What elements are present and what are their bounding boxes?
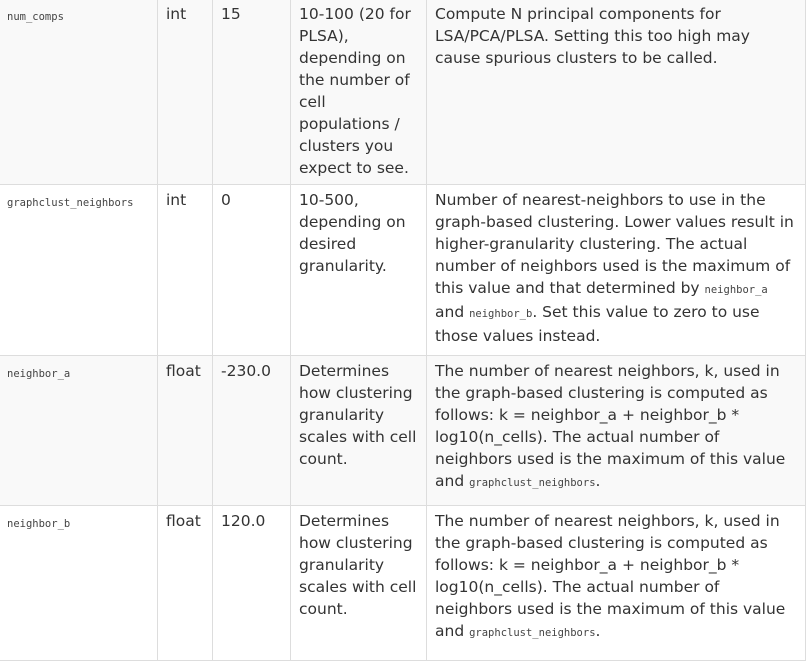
param-name-cell <box>0 506 158 661</box>
inline-code: neighbor_b <box>469 308 533 320</box>
inline-code: graphclust_neighbors <box>469 477 596 489</box>
param-name-cell <box>0 0 158 185</box>
param-recommended: 10-500, depending on desired granularity. <box>291 185 427 356</box>
description-text: . Set this value to zero to use those values instead. <box>435 303 760 345</box>
param-name: neighbor_b <box>7 518 71 530</box>
param-name: graphclust_neighbors <box>7 197 134 209</box>
description-text: Compute N principal components for LSA/PCA/PLSA. Setting this too high may cause spurious clusters to be called. <box>435 5 750 67</box>
description-text: . <box>595 472 601 490</box>
param-default: 0 <box>213 185 291 356</box>
param-name: num_comps <box>7 11 64 23</box>
param-default: -230.0 <box>213 356 291 506</box>
param-description <box>427 185 806 356</box>
table-row <box>0 0 806 185</box>
description-text: Number of nearest-neighbors to use in the graph-based clustering. Lower values result in higher-granularity clustering. The actual number of neighbors used is the maximum of this value and that determined by <box>435 191 794 297</box>
description-text: . <box>595 622 601 640</box>
param-type: float <box>158 506 213 661</box>
description-text: and <box>435 303 470 321</box>
param-default: 15 <box>213 0 291 185</box>
param-name-cell <box>0 185 158 356</box>
param-type: float <box>158 356 213 506</box>
param-type: int <box>158 185 213 356</box>
param-description <box>427 506 806 661</box>
param-name-cell <box>0 356 158 506</box>
table-row <box>0 185 806 356</box>
table-row <box>0 356 806 506</box>
param-recommended: 10-100 (20 for PLSA), depending on the number of cell populations / clusters you expect to see. <box>291 0 427 185</box>
param-default: 120.0 <box>213 506 291 661</box>
param-recommended: Determines how clustering granularity scales with cell count. <box>291 506 427 661</box>
inline-code: graphclust_neighbors <box>469 627 596 639</box>
param-recommended: Determines how clustering granularity scales with cell count. <box>291 356 427 506</box>
table-row <box>0 506 806 661</box>
param-description <box>427 356 806 506</box>
param-description <box>427 0 806 185</box>
param-name: neighbor_a <box>7 368 71 380</box>
inline-code: neighbor_a <box>704 284 768 296</box>
description-text: The number of nearest neighbors, k, used in the graph-based clustering is computed as follows: k = neighbor_a + neighbor_b * log10(n_cells). The actual number of neighbors used is the maximum of this value and <box>435 362 786 490</box>
description-text: The number of nearest neighbors, k, used in the graph-based clustering is computed as follows: k = neighbor_a + neighbor_b * log10(n_cells). The actual number of neighbors used is the maximum of this value and <box>435 512 786 640</box>
param-type: int <box>158 0 213 185</box>
